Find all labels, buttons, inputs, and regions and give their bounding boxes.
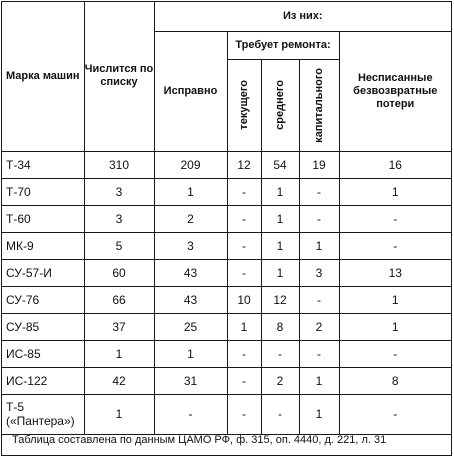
table-caption: Таблица составлена по данным ЦАМО РФ, ф. 315, оп. 4440, д. 221, л. 31 bbox=[12, 434, 387, 446]
cell-current: - bbox=[227, 340, 261, 367]
table-row bbox=[2, 340, 451, 367]
cell-losses: 16 bbox=[339, 151, 451, 178]
cell-listed: 1 bbox=[84, 394, 154, 434]
cell-listed: 42 bbox=[84, 367, 154, 394]
cell-listed: 3 bbox=[84, 205, 154, 232]
table-row bbox=[2, 367, 451, 394]
cell-losses: - bbox=[339, 340, 451, 367]
table-body bbox=[2, 151, 451, 434]
cell-capital: - bbox=[299, 286, 339, 313]
cell-operational: 43 bbox=[154, 286, 227, 313]
cell-listed: 1 bbox=[84, 340, 154, 367]
cell-current: - bbox=[227, 394, 261, 434]
table-row bbox=[2, 286, 451, 313]
cell-current: - bbox=[227, 205, 261, 232]
cell-capital: 1 bbox=[299, 394, 339, 434]
table-row bbox=[2, 232, 451, 259]
cell-brand: Т-70 bbox=[2, 178, 84, 205]
cell-current: - bbox=[227, 178, 261, 205]
cell-current: - bbox=[227, 259, 261, 286]
cell-losses: 1 bbox=[339, 178, 451, 205]
cell-losses: - bbox=[339, 394, 451, 434]
cell-operational: 25 bbox=[154, 313, 227, 340]
cell-current: 1 bbox=[227, 313, 261, 340]
header-losses: Несписанные безвозвратные потери bbox=[339, 31, 451, 151]
cell-medium: 1 bbox=[261, 178, 299, 205]
cell-medium: 1 bbox=[261, 259, 299, 286]
cell-brand: МК-9 bbox=[2, 232, 84, 259]
cell-listed: 37 bbox=[84, 313, 154, 340]
cell-operational: 2 bbox=[154, 205, 227, 232]
cell-losses: - bbox=[339, 205, 451, 232]
cell-current: 10 bbox=[227, 286, 261, 313]
cell-operational: 1 bbox=[154, 340, 227, 367]
header-operational: Исправно bbox=[154, 31, 227, 151]
cell-current: - bbox=[227, 232, 261, 259]
cell-medium: - bbox=[261, 340, 299, 367]
cell-capital: - bbox=[299, 178, 339, 205]
cell-capital: 19 bbox=[299, 151, 339, 178]
cell-medium: 2 bbox=[261, 367, 299, 394]
cell-capital: - bbox=[299, 205, 339, 232]
cell-losses: 8 bbox=[339, 367, 451, 394]
header-listed: Числится по списку bbox=[84, 2, 154, 151]
cell-operational: 209 bbox=[154, 151, 227, 178]
cell-operational: 31 bbox=[154, 367, 227, 394]
cell-brand: СУ-85 bbox=[2, 313, 84, 340]
cell-medium: 12 bbox=[261, 286, 299, 313]
cell-brand: ИС-122 bbox=[2, 367, 84, 394]
cell-listed: 5 bbox=[84, 232, 154, 259]
header-capital-label: капитального bbox=[312, 67, 325, 143]
cell-operational: 3 bbox=[154, 232, 227, 259]
table-row bbox=[2, 394, 451, 434]
cell-brand: Т-60 bbox=[2, 205, 84, 232]
table-row bbox=[2, 259, 451, 286]
cell-brand: Т-34 bbox=[2, 151, 84, 178]
cell-brand: СУ-76 bbox=[2, 286, 84, 313]
cell-current: - bbox=[227, 367, 261, 394]
cell-listed: 60 bbox=[84, 259, 154, 286]
cell-operational: 43 bbox=[154, 259, 227, 286]
cell-medium: - bbox=[261, 394, 299, 434]
cell-capital: 1 bbox=[299, 232, 339, 259]
cell-current: 12 bbox=[227, 151, 261, 178]
table-row bbox=[2, 313, 451, 340]
cell-losses: - bbox=[339, 232, 451, 259]
tank-inventory-table bbox=[2, 2, 451, 435]
header-medium bbox=[261, 59, 299, 151]
table-row bbox=[2, 178, 451, 205]
header-of-them: Из них: bbox=[154, 2, 451, 31]
header-brand: Марка машин bbox=[2, 2, 84, 151]
cell-listed: 66 bbox=[84, 286, 154, 313]
cell-capital: 1 bbox=[299, 367, 339, 394]
cell-capital: 2 bbox=[299, 313, 339, 340]
cell-listed: 3 bbox=[84, 178, 154, 205]
cell-medium: 1 bbox=[261, 205, 299, 232]
header-current-label: текущего bbox=[237, 80, 250, 130]
table-row bbox=[2, 151, 451, 178]
cell-losses: 13 bbox=[339, 259, 451, 286]
cell-operational: - bbox=[154, 394, 227, 434]
cell-operational: 1 bbox=[154, 178, 227, 205]
cell-brand: СУ-57-И bbox=[2, 259, 84, 286]
cell-capital: 3 bbox=[299, 259, 339, 286]
cell-brand: ИС-85 bbox=[2, 340, 84, 367]
header-medium-label: среднего bbox=[273, 80, 286, 130]
cell-brand: Т-5 («Пантера») bbox=[2, 394, 84, 434]
cell-medium: 54 bbox=[261, 151, 299, 178]
cell-losses: 1 bbox=[339, 313, 451, 340]
header-capital bbox=[299, 59, 339, 151]
cell-medium: 1 bbox=[261, 232, 299, 259]
cell-capital: - bbox=[299, 340, 339, 367]
cell-medium: 8 bbox=[261, 313, 299, 340]
table-frame bbox=[1, 1, 452, 456]
header-current bbox=[227, 59, 261, 151]
cell-listed: 310 bbox=[84, 151, 154, 178]
table-row bbox=[2, 205, 451, 232]
header-needs-repair: Требует ремонта: bbox=[227, 31, 339, 59]
cell-losses: 1 bbox=[339, 286, 451, 313]
